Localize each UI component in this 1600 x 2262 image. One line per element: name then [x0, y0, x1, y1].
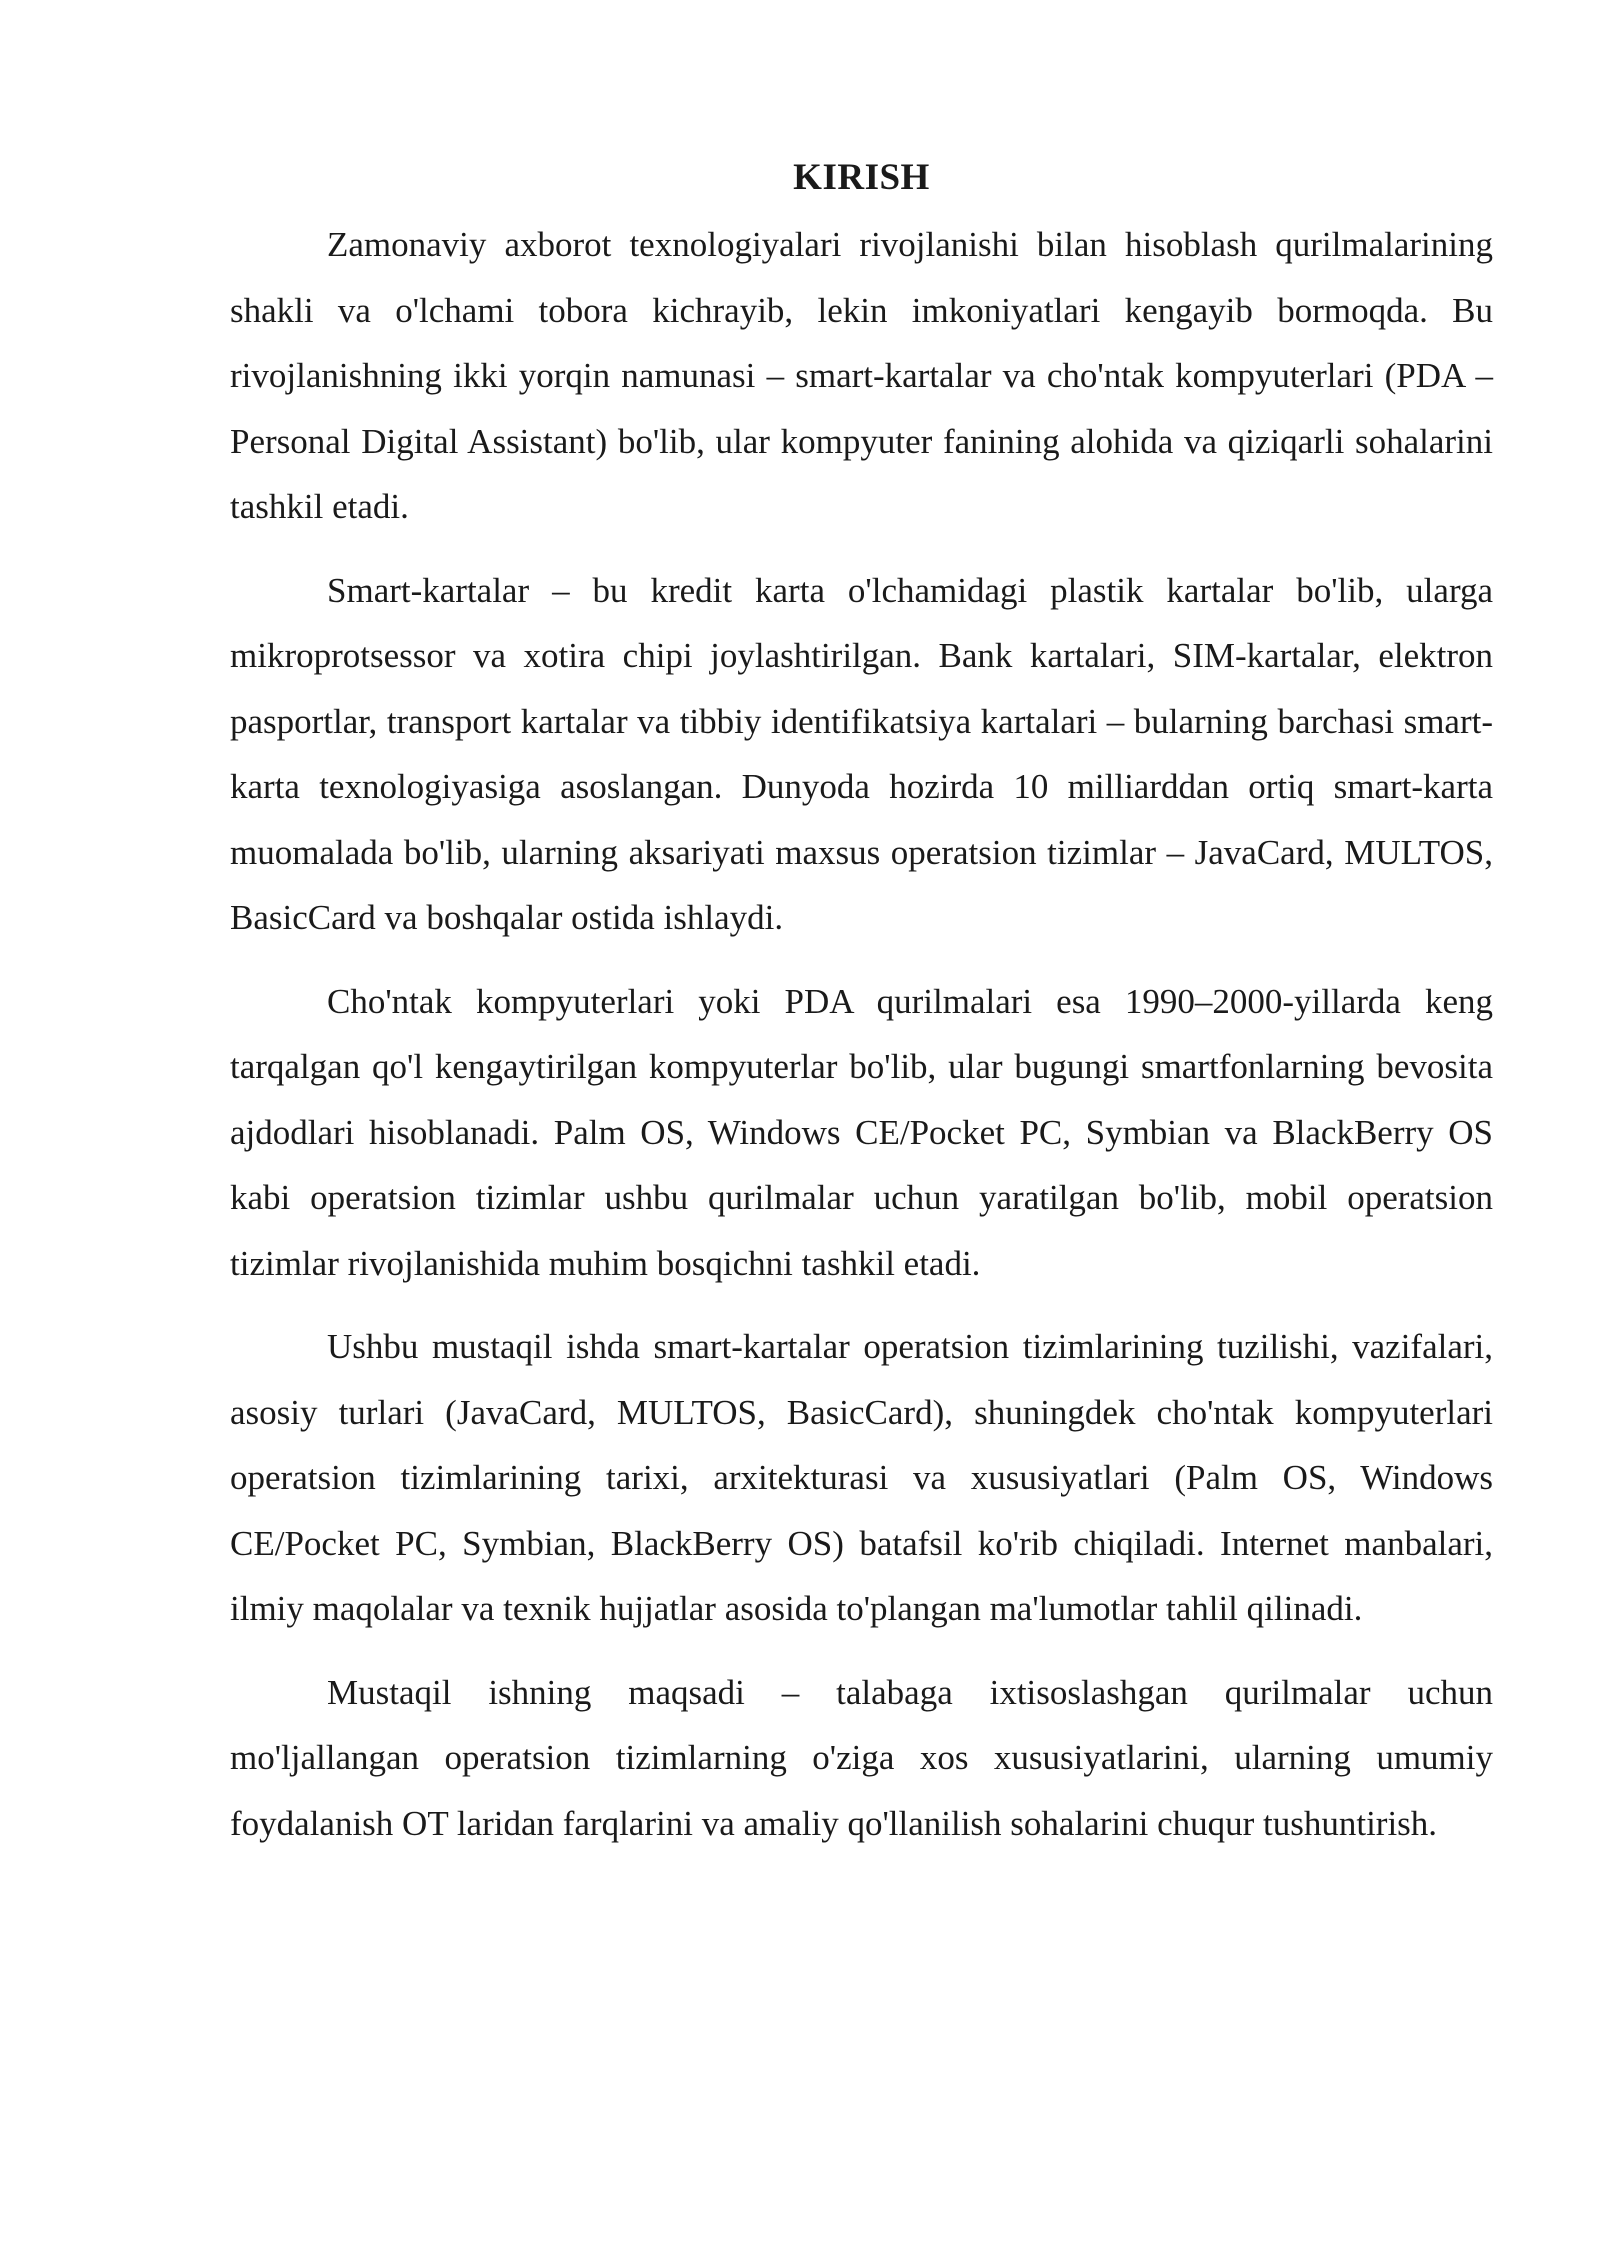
page-title: KIRISH: [793, 157, 930, 198]
paragraph-goal: Mustaqil ishning maqsadi – talabaga ixtisoslashgan qurilmalar uchun mo'ljallangan operatsion tizimlarning o'ziga xos xususiyatlarini, ularning umumiy foydalanish OT laridan farqlarini va amaliy qo'llanilish sohalarini chuqur tushuntirish.: [230, 1672, 1493, 1843]
paragraph-scope: Ushbu mustaqil ishda smart-kartalar operatsion tizimlarining tuzilishi, vazifalari, asosiy turlari (JavaCard, MULTOS, BasicCard), shuningdek cho'ntak kompyuterlari operatsion tizimlarining tarixi, arxitekturasi va xususiyatlari (Palm OS, Windows CE/Pocket PC, Symbian, BlackBerry OS) batafsil ko'rib chiqiladi. Internet manbalari, ilmiy maqolalar va texnik hujjatlar asosida to'plangan ma'lumotlar tahlil qilinadi.: [230, 1327, 1493, 1628]
paragraph-pda: Cho'ntak kompyuterlari yoki PDA qurilmalari esa 1990–2000-yillarda keng tarqalgan qo'l kengaytirilgan kompyuterlar bo'lib, ular bugungi smartfonlarning bevosita ajdodlari hisoblanadi. Palm OS, Windows CE/Pocket PC, Symbian va BlackBerry OS kabi operatsion tizimlar ushbu qurilmalar uchun yaratilgan bo'lib, mobil operatsion tizimlar rivojlanishida muhim bosqichni tashkil etadi.: [230, 981, 1493, 1283]
document-body: [230, 150, 1493, 1874]
paragraph-intro: Zamonaviy axborot texnologiyalari rivojlanishi bilan hisoblash qurilmalarining shakli va o'lchami tobora kichrayib, lekin imkoniyatlari kengayib bormoqda. Bu rivojlanishning ikki yorqin namunasi – smart-kartalar va cho'ntak kompyuterlari (PDA – Personal Digital Assistant) bo'lib, ular kompyuter fanining alohida va qiziqarli sohalarini tashkil etadi.: [230, 225, 1493, 526]
paragraph-smart-cards: Smart-kartalar – bu kredit karta o'lchamidagi plastik kartalar bo'lib, ularga mikroprotsessor va xotira chipi joylashtirilgan. Bank kartalari, SIM-kartalar, elektron pasportlar, transport kartalar va tibbiy identifikatsiya kartalari – bularning barchasi smart-karta texnologiyasiga asoslangan. Dunyoda hozirda 10 milliarddan ortiq smart-karta muomalada bo'lib, ularning aksariyati maxsus operatsion tizimlar – JavaCard, MULTOS, BasicCard va boshqalar ostida ishlaydi.: [230, 570, 1493, 937]
